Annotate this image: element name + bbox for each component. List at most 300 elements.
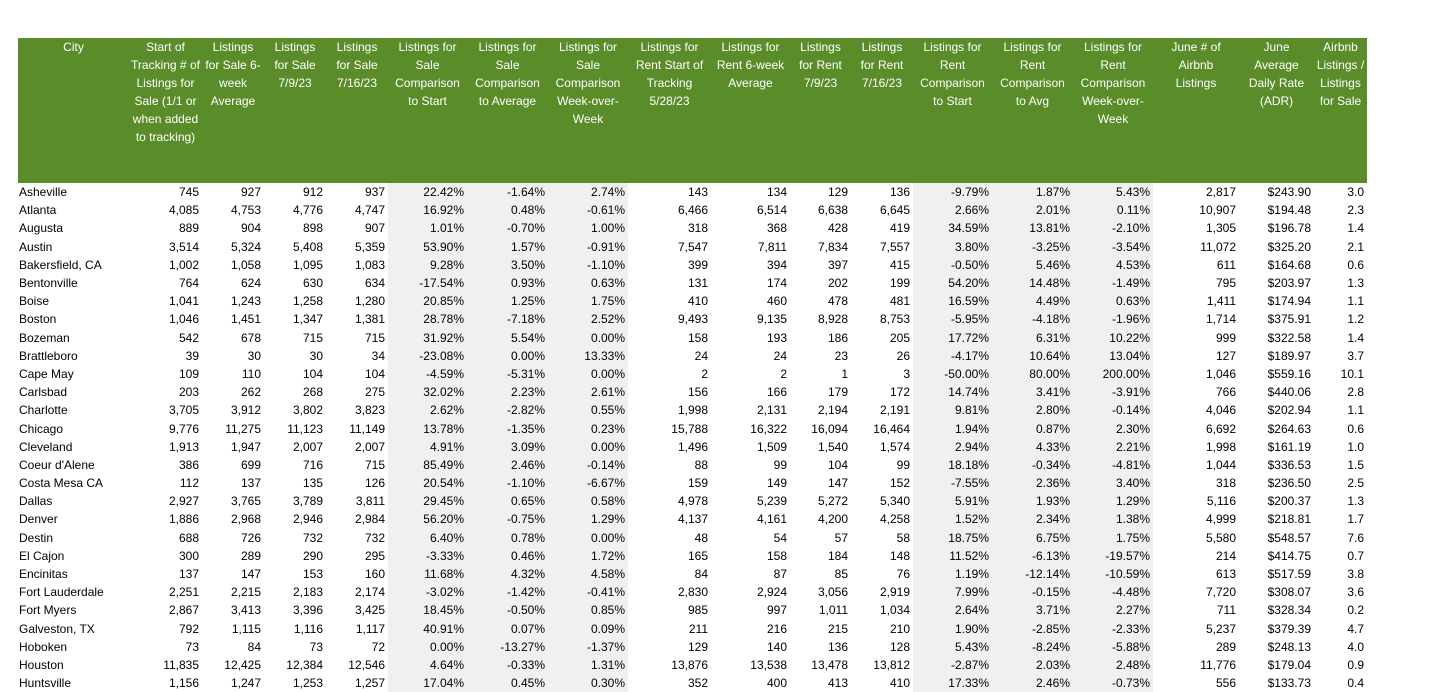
table-cell: 481	[889, 294, 910, 309]
city-cell: Hoboken	[19, 639, 68, 654]
column-header: Listings for Sale Comparison to Average	[467, 38, 548, 183]
table-cell: 2.27%	[1073, 601, 1153, 619]
table-cell: 13.81%	[992, 219, 1073, 237]
column-header: Listings for Rent 7/16/23	[851, 38, 913, 183]
table-cell: 147	[827, 476, 848, 491]
table-cell: 415	[889, 257, 910, 272]
table-cell: 1.29%	[1073, 492, 1153, 510]
table-row	[18, 183, 1367, 201]
table-cell: 11,123	[287, 421, 323, 436]
table-cell: 34	[371, 348, 385, 363]
table-cell: 898	[302, 221, 323, 236]
table-cell: $517.59	[1267, 567, 1311, 582]
table-cell: 1,046	[168, 312, 199, 327]
city-cell: Galveston, TX	[19, 621, 95, 636]
table-cell: 1.19%	[913, 565, 992, 583]
table-cell: -12.14%	[992, 565, 1073, 583]
table-row	[18, 547, 1367, 565]
table-cell: 23	[834, 348, 848, 363]
column-header: Listings for Sale 7/16/23	[326, 38, 388, 183]
table-cell: 3,811	[355, 494, 385, 509]
table-cell: 13.78%	[388, 419, 467, 437]
table-cell: 1,451	[230, 312, 261, 327]
table-row	[18, 656, 1367, 674]
table-cell: $440.06	[1267, 385, 1311, 400]
table-cell: 4,753	[230, 203, 261, 218]
city-cell: Austin	[19, 239, 53, 254]
table-cell: 56.20%	[388, 510, 467, 528]
table-cell: 368	[766, 221, 787, 236]
table-cell: 57	[834, 530, 848, 545]
city-cell: Destin	[19, 530, 54, 545]
table-cell: -3.54%	[1073, 238, 1153, 256]
table-cell: $161.19	[1267, 439, 1311, 454]
column-header: Listings for Sale 6- week Average	[202, 38, 264, 183]
table-cell: 2,215	[230, 585, 261, 600]
table-cell: 4,747	[354, 203, 385, 218]
table-cell: 5.43%	[913, 638, 992, 656]
table-cell: 13,812	[873, 657, 910, 672]
table-cell: 1,886	[168, 512, 199, 527]
table-cell: -1.10%	[548, 256, 628, 274]
table-cell: 1.75%	[548, 292, 628, 310]
table-cell: 1.5	[1347, 457, 1364, 472]
table-cell: 158	[687, 330, 708, 345]
table-cell: 5,340	[879, 494, 910, 509]
table-cell: 4,776	[292, 203, 323, 218]
column-header: Listings for Sale Comparison Week-over- Week	[548, 38, 628, 183]
table-cell: -2.10%	[1073, 219, 1153, 237]
table-cell: 2,830	[677, 585, 708, 600]
table-cell: 6,638	[817, 203, 848, 218]
table-cell: 112	[179, 476, 199, 491]
table-cell: 4.7	[1347, 621, 1364, 636]
table-cell: 2,007	[354, 439, 385, 454]
table-cell: 4.32%	[467, 565, 548, 583]
table-cell: 3.09%	[467, 438, 548, 456]
table-cell: -3.25%	[992, 238, 1073, 256]
table-cell: 419	[889, 221, 910, 236]
table-cell: 2,984	[354, 512, 385, 527]
table-cell: 3,425	[354, 603, 385, 618]
table-row	[18, 329, 1367, 347]
table-cell: 1,913	[168, 439, 199, 454]
table-cell: 937	[364, 185, 385, 200]
table-cell: 3,705	[168, 403, 199, 418]
column-header: June # of Airbnb Listings	[1153, 38, 1239, 183]
table-cell: $218.81	[1267, 512, 1311, 527]
table-cell: 1,058	[230, 257, 261, 272]
table-cell: 542	[178, 330, 199, 345]
city-cell: El Cajon	[19, 548, 65, 563]
table-cell: 688	[178, 530, 199, 545]
table-cell: 1.29%	[548, 510, 628, 528]
table-cell: 904	[240, 221, 261, 236]
table-cell: 3.80%	[913, 238, 992, 256]
table-cell: 0.07%	[467, 620, 548, 638]
table-cell: 0.63%	[1073, 292, 1153, 310]
table-cell: 9.81%	[913, 401, 992, 419]
table-cell: 14.74%	[913, 383, 992, 401]
table-cell: 4,046	[1205, 403, 1236, 418]
table-cell: -0.75%	[467, 510, 548, 528]
table-cell: -0.61%	[548, 201, 628, 219]
table-cell: 1,347	[292, 312, 323, 327]
table-cell: 30	[247, 348, 261, 363]
table-cell: 128	[889, 639, 910, 654]
table-cell: 4.53%	[1073, 256, 1153, 274]
table-cell: 1.01%	[388, 219, 467, 237]
table-cell: 136	[827, 639, 848, 654]
table-cell: 394	[766, 257, 787, 272]
table-cell: 4,978	[677, 494, 708, 509]
table-cell: 1.93%	[992, 492, 1073, 510]
table-cell: -1.10%	[467, 474, 548, 492]
table-cell: 10.64%	[992, 347, 1073, 365]
table-row	[18, 583, 1367, 601]
table-cell: 13,538	[750, 657, 787, 672]
column-header: City	[18, 38, 129, 183]
table-cell: 4.0	[1347, 639, 1364, 654]
table-cell: 0.87%	[992, 419, 1073, 437]
table-cell: 4,085	[168, 203, 199, 218]
table-cell: 7.6	[1347, 530, 1364, 545]
table-row	[18, 438, 1367, 456]
table-cell: $248.13	[1267, 639, 1311, 654]
table-cell: 3,413	[230, 603, 261, 618]
table-row	[18, 638, 1367, 656]
table-cell: 16,094	[811, 421, 848, 436]
city-cell: Bakersfield, CA	[19, 257, 102, 272]
table-cell: 1,095	[292, 257, 323, 272]
table-cell: -0.70%	[467, 219, 548, 237]
table-cell: 110	[241, 366, 261, 381]
table-cell: 5,237	[1205, 621, 1236, 636]
table-cell: 54	[773, 530, 787, 545]
table-cell: 179	[827, 385, 848, 400]
table-cell: 5,116	[1206, 494, 1236, 509]
table-cell: $200.37	[1267, 494, 1311, 509]
table-cell: 745	[178, 185, 199, 200]
table-cell: 24	[773, 348, 787, 363]
table-cell: 907	[364, 221, 385, 236]
table-cell: 3	[903, 366, 910, 381]
table-cell: 0.30%	[548, 674, 628, 692]
table-cell: 1.4	[1347, 330, 1364, 345]
table-cell: 3.6	[1347, 585, 1364, 600]
table-cell: $559.16	[1267, 366, 1311, 381]
table-cell: 24	[694, 348, 708, 363]
table-cell: -0.50%	[467, 601, 548, 619]
table-row	[18, 620, 1367, 638]
table-cell: 1,011	[818, 603, 848, 618]
table-cell: -0.50%	[913, 256, 992, 274]
city-cell: Boise	[19, 294, 50, 309]
table-cell: 1.1	[1347, 403, 1364, 418]
table-cell: 2	[701, 366, 708, 381]
table-cell: 1,041	[168, 294, 199, 309]
table-cell: 0.65%	[467, 492, 548, 510]
table-cell: 216	[766, 621, 787, 636]
table-cell: 40.91%	[388, 620, 467, 638]
column-header: Listings for Rent Comparison Week-over- Week	[1073, 38, 1153, 183]
table-cell: -5.88%	[1073, 638, 1153, 656]
table-cell: -0.15%	[992, 583, 1073, 601]
table-cell: 137	[240, 476, 261, 491]
table-cell: -7.18%	[467, 310, 548, 328]
table-cell: $264.63	[1267, 421, 1311, 436]
table-cell: -1.64%	[467, 183, 548, 201]
table-cell: 275	[364, 385, 385, 400]
table-cell: -8.24%	[992, 638, 1073, 656]
table-cell: 14.48%	[992, 274, 1073, 292]
table-cell: 134	[766, 185, 787, 200]
table-cell: 5,324	[230, 239, 261, 254]
table-cell: 1,411	[1206, 294, 1236, 309]
table-cell: 15,788	[671, 421, 708, 436]
table-cell: 76	[896, 567, 910, 582]
table-cell: -0.14%	[1073, 401, 1153, 419]
table-cell: 1.2	[1347, 312, 1364, 327]
table-cell: 1,509	[756, 439, 787, 454]
table-cell: 13,876	[671, 657, 708, 672]
table-cell: 129	[827, 185, 848, 200]
table-cell: 2.52%	[548, 310, 628, 328]
table-cell: 16.59%	[913, 292, 992, 310]
table-cell: 13.33%	[548, 347, 628, 365]
table-cell: 3.40%	[1073, 474, 1153, 492]
table-cell: 2,919	[879, 585, 910, 600]
table-cell: -3.91%	[1073, 383, 1153, 401]
table-cell: 7.99%	[913, 583, 992, 601]
table-cell: 0.58%	[548, 492, 628, 510]
table-cell: 1,046	[1205, 366, 1236, 381]
listings-table	[18, 38, 1367, 692]
table-cell: 2,924	[756, 585, 787, 600]
table-cell: 9,776	[168, 421, 199, 436]
table-cell: 0.85%	[548, 601, 628, 619]
table-cell: 200.00%	[1073, 365, 1153, 383]
table-cell: 18.75%	[913, 529, 992, 547]
table-cell: 1.4	[1347, 221, 1364, 236]
city-cell: Charlotte	[19, 403, 68, 418]
table-cell: 10.1	[1340, 366, 1364, 381]
table-cell: 4.58%	[548, 565, 628, 583]
table-cell: 5.54%	[467, 329, 548, 347]
table-cell: 1.90%	[913, 620, 992, 638]
table-cell: $179.04	[1267, 657, 1311, 672]
table-cell: 4.91%	[388, 438, 467, 456]
table-cell: 1,947	[230, 439, 261, 454]
table-cell: 795	[1215, 276, 1236, 291]
table-cell: 766	[1215, 385, 1236, 400]
table-cell: 715	[364, 330, 385, 345]
table-cell: 104	[364, 366, 385, 381]
table-cell: 3,802	[292, 403, 323, 418]
table-cell: $336.53	[1267, 457, 1311, 472]
city-cell: Cape May	[19, 366, 74, 381]
table-row	[18, 310, 1367, 328]
table-cell: 2,251	[168, 585, 199, 600]
table-cell: 0.2	[1347, 603, 1364, 618]
table-row	[18, 365, 1367, 383]
table-cell: 1,034	[879, 603, 910, 618]
table-cell: 318	[1215, 476, 1236, 491]
table-cell: 1,002	[168, 257, 199, 272]
column-header: Listings for Sale 7/9/23	[264, 38, 326, 183]
city-cell: Carlsbad	[19, 385, 68, 400]
city-cell: Coeur d'Alene	[19, 457, 95, 472]
table-cell: 199	[889, 276, 910, 291]
table-cell: 2.03%	[992, 656, 1073, 674]
table-cell: -0.41%	[548, 583, 628, 601]
table-cell: 85	[834, 567, 848, 582]
table-cell: 149	[766, 476, 787, 491]
table-cell: 210	[889, 621, 910, 636]
table-cell: 54.20%	[913, 274, 992, 292]
table-cell: 18.18%	[913, 456, 992, 474]
city-cell: Chicago	[19, 421, 64, 436]
table-cell: 268	[302, 385, 323, 400]
table-cell: 726	[240, 530, 261, 545]
table-cell: 17.72%	[913, 329, 992, 347]
city-cell: Bozeman	[19, 330, 70, 345]
table-cell: 156	[687, 385, 708, 400]
table-cell: -4.48%	[1073, 583, 1153, 601]
table-cell: 7,547	[677, 239, 708, 254]
table-cell: 0.55%	[548, 401, 628, 419]
table-row	[18, 274, 1367, 292]
table-row	[18, 601, 1367, 619]
column-header: Listings for Rent Start of Tracking 5/28/23	[628, 38, 711, 183]
table-cell: 26	[896, 348, 910, 363]
table-cell: 2,194	[817, 403, 848, 418]
table-cell: -0.91%	[548, 238, 628, 256]
table-cell: 104	[302, 366, 323, 381]
table-cell: 7,811	[757, 239, 787, 254]
table-cell: 0.6	[1347, 421, 1364, 436]
table-cell: 715	[302, 330, 323, 345]
table-cell: $174.94	[1267, 294, 1311, 309]
table-cell: $243.90	[1267, 185, 1311, 200]
table-cell: 2.01%	[992, 201, 1073, 219]
table-cell: -2.33%	[1073, 620, 1153, 638]
table-cell: 0.4	[1347, 676, 1364, 691]
table-cell: 2.94%	[913, 438, 992, 456]
table-cell: 2.30%	[1073, 419, 1153, 437]
table-cell: 11,835	[163, 657, 199, 672]
table-cell: 0.7	[1347, 548, 1364, 563]
table-cell: 1,253	[292, 676, 323, 691]
table-cell: 2.80%	[992, 401, 1073, 419]
table-cell: 3,514	[168, 239, 199, 254]
table-cell: 13,478	[811, 657, 848, 672]
table-cell: 0.00%	[388, 638, 467, 656]
table-cell: 2.21%	[1073, 438, 1153, 456]
table-row	[18, 201, 1367, 219]
table-cell: 1,540	[817, 439, 848, 454]
table-cell: -2.87%	[913, 656, 992, 674]
table-cell: -1.42%	[467, 583, 548, 601]
table-cell: 985	[687, 603, 708, 618]
table-cell: $379.39	[1267, 621, 1311, 636]
table-row	[18, 256, 1367, 274]
table-cell: 1.3	[1347, 276, 1364, 291]
column-header: Listings for Rent Comparison to Avg	[992, 38, 1073, 183]
table-cell: 0.00%	[548, 365, 628, 383]
table-cell: 3,765	[230, 494, 261, 509]
table-cell: 1,243	[230, 294, 261, 309]
city-cell: Atlanta	[19, 203, 57, 218]
table-cell: 5.46%	[992, 256, 1073, 274]
table-cell: 2.66%	[913, 201, 992, 219]
table-cell: 12,546	[348, 657, 385, 672]
city-cell: Brattleboro	[19, 348, 78, 363]
table-cell: 1.38%	[1073, 510, 1153, 528]
table-cell: 30	[309, 348, 323, 363]
table-cell: 4.33%	[992, 438, 1073, 456]
table-cell: $203.97	[1267, 276, 1311, 291]
table-cell: 11,776	[1200, 657, 1236, 672]
table-cell: $375.91	[1267, 312, 1311, 327]
table-cell: 6,466	[677, 203, 708, 218]
table-cell: 1,258	[292, 294, 323, 309]
table-cell: 172	[889, 385, 910, 400]
table-cell: 99	[896, 457, 910, 472]
table-cell: 17.33%	[913, 674, 992, 692]
table-cell: 1,496	[677, 439, 708, 454]
table-cell: 16,322	[750, 421, 787, 436]
table-cell: 0.46%	[467, 547, 548, 565]
table-cell: 214	[1215, 548, 1236, 563]
table-cell: 10,907	[1199, 203, 1236, 218]
table-cell: 3,789	[292, 494, 323, 509]
table-cell: -3.02%	[388, 583, 467, 601]
table-cell: 1	[841, 366, 848, 381]
table-cell: 7,834	[817, 239, 848, 254]
table-cell: 1.75%	[1073, 529, 1153, 547]
table-cell: 0.63%	[548, 274, 628, 292]
table-cell: 5,239	[756, 494, 787, 509]
table-cell: 6.75%	[992, 529, 1073, 547]
table-row	[18, 347, 1367, 365]
city-cell: Dallas	[19, 494, 53, 509]
table-cell: 129	[687, 639, 708, 654]
table-cell: 1.31%	[548, 656, 628, 674]
table-cell: 764	[178, 276, 199, 291]
table-cell: 193	[766, 330, 787, 345]
table-cell: 135	[302, 476, 323, 491]
table-cell: 1,156	[168, 676, 199, 691]
table-cell: 1.87%	[992, 183, 1073, 201]
table-cell: $133.73	[1267, 676, 1311, 691]
table-cell: 6,514	[756, 203, 787, 218]
table-cell: $164.68	[1267, 257, 1311, 272]
city-cell: Boston	[19, 312, 57, 327]
table-cell: 678	[240, 330, 261, 345]
table-cell: 10.22%	[1073, 329, 1153, 347]
table-body	[18, 183, 1367, 692]
table-cell: 2.1	[1347, 239, 1364, 254]
table-cell: $322.58	[1267, 330, 1311, 345]
table-cell: 0.23%	[548, 419, 628, 437]
table-cell: -6.13%	[992, 547, 1073, 565]
table-cell: -1.37%	[548, 638, 628, 656]
table-cell: 1.0	[1347, 439, 1364, 454]
table-cell: 3.0	[1347, 185, 1364, 200]
column-header: Listings for Rent Comparison to Start	[913, 38, 992, 183]
table-cell: 318	[687, 221, 708, 236]
